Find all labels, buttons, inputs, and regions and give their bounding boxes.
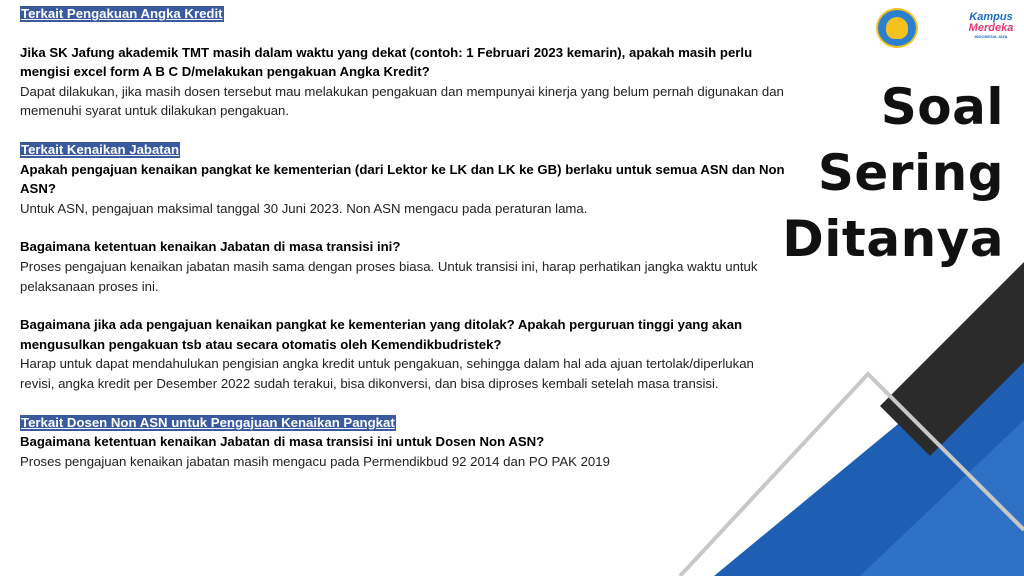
section-heading: Terkait Pengakuan Angka Kredit bbox=[21, 6, 223, 21]
answer-text: Dapat dilakukan, jika masih dosen tersebut mau melakukan pengakuan dan mempunyai kinerja yang belum pernah digunakan dan memenuhi syarat untuk dilakukan pengakuan. bbox=[20, 83, 784, 119]
answer-text: Harap untuk dapat mendahulukan pengisian angka kredit untuk pengakuan, sehingga dalam hal ada ajuan tertolak/diperlukan revisi, angka kredit per Desember 2022 sudah terakui, bisa dikonversi, dan bisa diproses kembali setelah masa transisi. bbox=[20, 356, 754, 391]
section-heading: Terkait Dosen Non ASN untuk Pengajuan Kenaikan Pangkat bbox=[21, 414, 395, 430]
faq-content bbox=[20, 4, 790, 471]
section-pengakuan bbox=[20, 4, 790, 121]
question-text: Bagaimana ketentuan kenaikan Jabatan di masa transisi ini? bbox=[20, 239, 401, 255]
tut-wuri-handayani-logo bbox=[876, 8, 918, 48]
title-line-1: Soal bbox=[880, 78, 1004, 136]
question-text: Bagaimana jika ada pengajuan kenaikan pangkat ke kementerian yang ditolak? Apakah perguruan tinggi yang akan mengusulkan pengakuan tsb atau secara otomatis oleh Kemendikbudristek? bbox=[20, 317, 743, 352]
slide-title bbox=[782, 74, 1004, 272]
question-text: Jika SK Jafung akademik TMT masih dalam waktu yang dekat (contoh: 1 Februari 2023 kemarin), apakah masih perlu mengisi excel form A B C D/melakukan pengakuan Angka Kredit? bbox=[20, 44, 753, 80]
section-kenaikan-jabatan bbox=[20, 140, 790, 394]
logo-text-line-1: Kampus bbox=[969, 11, 1013, 23]
section-dosen-non-asn bbox=[20, 413, 790, 472]
question-text: Apakah pengajuan kenaikan pangkat ke kementerian (dari Lektor ke LK dan LK ke GB) berlaku untuk semua ASN dan Non ASN? bbox=[20, 161, 785, 197]
title-line-3: Ditanya bbox=[782, 210, 1004, 268]
answer-text: Proses pengajuan kenaikan jabatan masih sama dengan proses biasa. Untuk transisi ini, harap perhatikan jangka waktu untuk pelaksanaan proses ini. bbox=[20, 258, 758, 294]
answer-text: Proses pengajuan kenaikan jabatan masih mengacu pada Permendikbud 92 2014 dan PO PAK 2019 bbox=[20, 453, 610, 469]
logo-text-line-2: Merdeka bbox=[968, 22, 1014, 34]
kampus-merdeka-logo bbox=[962, 12, 1020, 39]
answer-text: Untuk ASN, pengajuan maksimal tanggal 30 Juni 2023. Non ASN mengacu pada peraturan lama. bbox=[20, 200, 588, 216]
title-line-2: Sering bbox=[817, 144, 1004, 202]
question-text: Bagaimana ketentuan kenaikan Jabatan di masa transisi ini untuk Dosen Non ASN? bbox=[20, 434, 545, 450]
section-heading: Terkait Kenaikan Jabatan bbox=[21, 141, 180, 157]
logo-text-line-3: INDONESIA JAYA bbox=[974, 34, 1008, 39]
logo-emblem-icon bbox=[886, 17, 908, 39]
